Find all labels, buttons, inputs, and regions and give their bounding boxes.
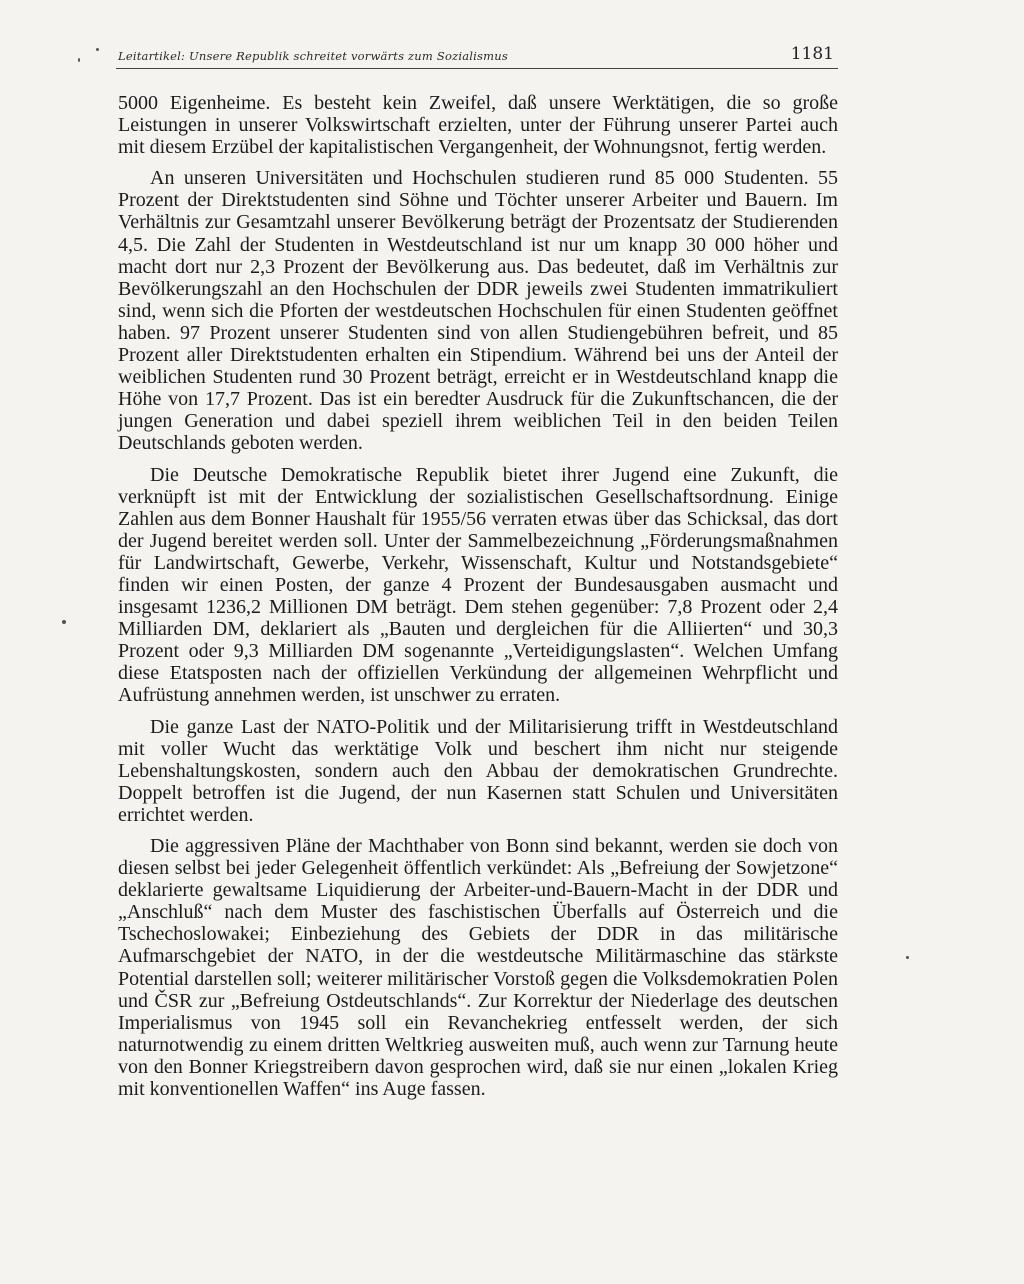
paragraph-1: 5000 Eigenheime. Es besteht kein Zweifel, daß unsere Werktätigen, die so große Leistungen in unserer Volkswirtschaft erzielten, unter der Führung unserer Partei auch mit diesem Erzübel der kapitalistischen Vergangenheit, der Wohnungsnot, fertig werden. bbox=[118, 92, 838, 159]
paragraph-3: Die Deutsche Demokratische Republik bietet ihrer Jugend eine Zukunft, die verknüpft ist mit der Entwicklung der sozialistischen Gesellschaftsordnung. Einige Zahlen aus dem Bonner Haushalt für 1955/56 verraten etwas über das Schicksal, das dort der Jugend bereitet werden soll. Unter der Sammelbezeichnung „Förderungsmaßnahmen für Landwirtschaft, Gewerbe, Verkehr, Wissenschaft, Kultur und Notstandsgebiete“ finden wir einen Posten, der ganze 4 Prozent der Bundesausgaben ausmacht und insgesamt 1236,2 Millionen DM beträgt. Dem stehen gegenüber: 7,8 Prozent oder 2,4 Milliarden DM, deklariert als „Bauten und dergleichen für die Alliierten“ und 30,3 Prozent oder 9,3 Milliarden DM sogenannte „Verteidigungslasten“. Welchen Umfang diese Etatsposten nach der offiziellen Verkündung der allgemeinen Wehrpflicht und Aufrüstung annehmen werden, ist unschwer zu erraten. bbox=[118, 463, 838, 707]
page-number: 1181 bbox=[790, 44, 834, 64]
paragraph-4: Die ganze Last der NATO-Politik und der Militarisierung trifft in Westdeutschland mit voller Wucht das werktätige Volk und beschert ihm nicht nur steigende Lebenshaltungskosten, sondern auch den Abbau der demokratischen Grundrechte. Doppelt betroffen ist die Jugend, der nun Kasernen statt Schulen und Universitäten errichtet werden. bbox=[118, 715, 838, 826]
header-rule bbox=[116, 68, 838, 69]
scan-speck bbox=[906, 956, 909, 959]
scan-speck bbox=[96, 48, 99, 51]
scan-speck bbox=[78, 58, 80, 62]
paragraph-2: An unseren Universitäten und Hochschulen studieren rund 85 000 Studenten. 55 Prozent der Direktstudenten sind Söhne und Töchter unserer Arbeiter und Bauern. Im Verhältnis zur Gesamtzahl unserer Bevölkerung beträgt der Prozentsatz der Studierenden 4,5. Die Zahl der Studenten in Westdeutschland ist nur um knapp 30 000 höher und macht dort nur 2,3 Prozent der Bevölkerung aus. Das bedeutet, daß im Verhältnis zur Bevölkerungszahl an den Hochschulen der DDR jeweils zwei Studenten immatrikuliert sind, wenn sich die Pforten der westdeutschen Hochschulen für einen Studenten geöffnet haben. 97 Prozent unserer Studenten sind von allen Studiengebühren befreit, und 85 Prozent aller Direktstudenten erhalten ein Stipendium. Während bei uns der Anteil der weiblichen Studenten rund 30 Prozent beträgt, erreicht er in Westdeutschland knapp die Höhe von 17,7 Prozent. Das ist ein beredter Ausdruck für die Zukunftschancen, die der jungen Generation und dabei speziell ihrem weiblichen Teil in den beiden Teilen Deutschlands geboten werden. bbox=[118, 167, 838, 455]
running-title: Leitartikel: Unsere Republik schreitet vorwärts zum Sozialismus bbox=[118, 49, 508, 63]
article-body bbox=[118, 92, 838, 1109]
scan-speck bbox=[62, 620, 66, 624]
paragraph-5: Die aggressiven Pläne der Machthaber von Bonn sind bekannt, werden sie doch von diesen selbst bei jeder Gelegenheit öffentlich verkündet: Als „Befreiung der Sowjetzone“ deklarierte gewaltsame Liquidierung der Arbeiter-und-Bauern-Macht in der DDR und „Anschluß“ nach dem Muster des faschistischen Überfalls auf Österreich und die Tschechoslowakei; Einbeziehung des Gebiets der DDR in das militärische Aufmarschgebiet der NATO, in der die westdeutsche Militärmaschine das stärkste Potential darstellen soll; weiterer militärischer Vorstoß gegen die Volksdemokratien Polen und ČSR zur „Befreiung Ostdeutschlands“. Zur Korrektur der Niederlage des deutschen Imperialismus von 1945 soll ein Revanchekrieg entfesselt werden, der sich naturnotwendig zu einem dritten Weltkrieg ausweiten muß, auch wenn zur Tarnung heute von den Bonner Kriegstreibern davon gesprochen wird, daß sie nur einen „lokalen Krieg mit konventionellen Waffen“ ins Auge fassen. bbox=[118, 835, 838, 1101]
